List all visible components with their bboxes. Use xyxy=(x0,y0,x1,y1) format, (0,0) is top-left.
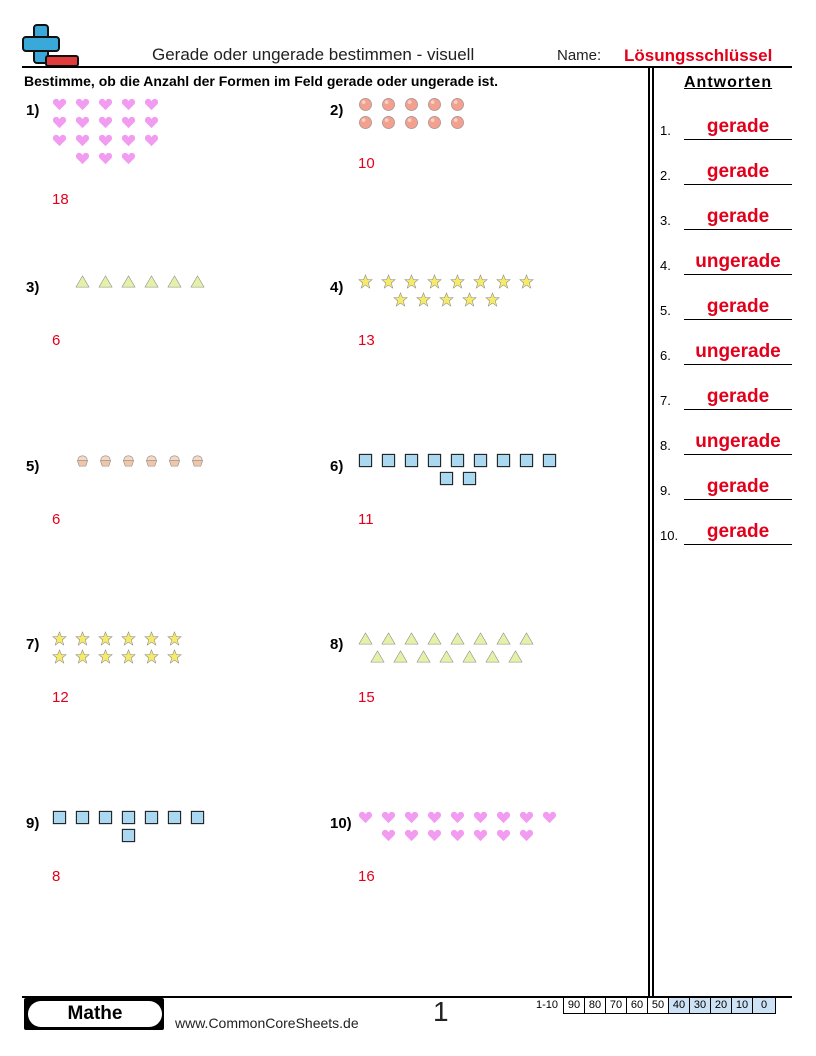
star-icon xyxy=(450,274,465,290)
problem-answer: 10 xyxy=(358,155,375,172)
star-icon xyxy=(404,274,419,290)
triangle-icon xyxy=(496,631,511,647)
answer-row xyxy=(660,425,792,455)
header-divider xyxy=(22,66,792,68)
star-icon xyxy=(167,631,182,647)
answer-row xyxy=(660,335,792,365)
shape-row xyxy=(358,453,557,469)
answer-line xyxy=(684,409,792,410)
heart-icon xyxy=(519,810,534,826)
subject-label: Mathe xyxy=(28,1001,162,1027)
problem-answer: 8 xyxy=(52,868,61,885)
triangle-icon xyxy=(167,274,182,290)
problem-number: 7) xyxy=(26,636,40,653)
answer-line xyxy=(684,184,792,185)
square-icon xyxy=(190,810,205,826)
score-table xyxy=(530,997,776,1014)
shape-row xyxy=(370,649,523,665)
answer-number: 3. xyxy=(660,213,671,228)
square-icon xyxy=(542,453,557,469)
shape-row xyxy=(75,151,136,167)
star-icon xyxy=(121,631,136,647)
problem-4 xyxy=(330,274,610,424)
heart-icon xyxy=(427,810,442,826)
shape-row xyxy=(381,828,534,844)
triangle-icon xyxy=(485,649,500,665)
triangle-icon xyxy=(358,631,373,647)
instructions: Bestimme, ob die Anzahl der Formen im Feld gerade oder ungerade ist. xyxy=(24,73,499,89)
triangle-icon xyxy=(393,649,408,665)
circle-icon xyxy=(404,115,419,131)
heart-icon xyxy=(450,828,465,844)
answer-row xyxy=(660,200,792,230)
problem-answer: 16 xyxy=(358,868,375,885)
answer-value: gerade xyxy=(706,206,770,227)
circle-icon xyxy=(381,115,396,131)
square-icon xyxy=(519,453,534,469)
heart-icon xyxy=(52,97,67,113)
shape-row xyxy=(439,471,477,487)
problem-10 xyxy=(330,810,610,960)
triangle-icon xyxy=(462,649,477,665)
answer-line xyxy=(684,319,792,320)
square-icon xyxy=(75,810,90,826)
answer-row xyxy=(660,155,792,185)
answer-row xyxy=(660,380,792,410)
heart-icon xyxy=(496,810,511,826)
name-label: Name: xyxy=(557,47,602,64)
star-icon xyxy=(52,631,67,647)
star-icon xyxy=(462,292,477,308)
score-cell: 20 xyxy=(710,997,732,1014)
score-cell: 10 xyxy=(731,997,753,1014)
heart-icon xyxy=(144,97,159,113)
square-icon xyxy=(462,471,477,487)
answer-row xyxy=(660,290,792,320)
shape-row xyxy=(52,133,159,149)
heart-icon xyxy=(519,828,534,844)
square-icon xyxy=(496,453,511,469)
square-icon xyxy=(52,810,67,826)
heart-icon xyxy=(450,810,465,826)
answer-number: 9. xyxy=(660,483,671,498)
answer-number: 2. xyxy=(660,168,671,183)
column-divider xyxy=(652,66,654,996)
answer-row xyxy=(660,470,792,500)
answer-line xyxy=(684,499,792,500)
answer-number: 7. xyxy=(660,393,671,408)
square-icon xyxy=(450,453,465,469)
problem-1 xyxy=(26,97,306,247)
answer-value: ungerade xyxy=(695,341,781,362)
score-cell: 30 xyxy=(689,997,711,1014)
answer-line xyxy=(684,229,792,230)
problem-number: 6) xyxy=(330,458,344,475)
answer-value: ungerade xyxy=(695,251,781,272)
problem-5 xyxy=(26,453,306,603)
star-icon xyxy=(75,649,90,665)
answer-line xyxy=(684,139,792,140)
square-icon xyxy=(439,471,454,487)
worksheet-title: Gerade oder ungerade bestimmen - visuell xyxy=(152,45,475,64)
answer-line xyxy=(684,274,792,275)
square-icon xyxy=(121,810,136,826)
problem-number: 9) xyxy=(26,815,40,832)
heart-icon xyxy=(381,828,396,844)
triangle-icon xyxy=(416,649,431,665)
problem-number: 8) xyxy=(330,636,344,653)
square-icon xyxy=(381,453,396,469)
heart-icon xyxy=(358,810,373,826)
answer-number: 5. xyxy=(660,303,671,318)
heart-icon xyxy=(427,828,442,844)
column-divider xyxy=(648,66,650,996)
cupcake-icon xyxy=(144,453,159,469)
problem-number: 4) xyxy=(330,279,344,296)
circle-icon xyxy=(358,115,373,131)
triangle-icon xyxy=(370,649,385,665)
triangle-icon xyxy=(473,631,488,647)
triangle-icon xyxy=(450,631,465,647)
star-icon xyxy=(393,292,408,308)
heart-icon xyxy=(404,810,419,826)
star-icon xyxy=(121,649,136,665)
answer-row xyxy=(660,110,792,140)
star-icon xyxy=(473,274,488,290)
triangle-icon xyxy=(427,631,442,647)
cupcake-icon xyxy=(121,453,136,469)
shape-row xyxy=(121,828,136,844)
answer-row xyxy=(660,515,792,545)
problem-2 xyxy=(330,97,610,247)
triangle-icon xyxy=(75,274,90,290)
problem-answer: 18 xyxy=(52,191,69,208)
heart-icon xyxy=(121,151,136,167)
triangle-icon xyxy=(404,631,419,647)
heart-icon xyxy=(75,133,90,149)
answer-value: gerade xyxy=(706,161,770,182)
score-cell: 80 xyxy=(584,997,606,1014)
score-cell: 90 xyxy=(563,997,585,1014)
score-cell: 0 xyxy=(752,997,776,1014)
shape-row xyxy=(52,649,182,665)
heart-icon xyxy=(473,828,488,844)
problem-number: 2) xyxy=(330,102,344,119)
shape-row xyxy=(358,274,534,290)
problem-7 xyxy=(26,631,306,781)
answer-number: 10. xyxy=(660,528,679,543)
heart-icon xyxy=(121,115,136,131)
heart-icon xyxy=(75,97,90,113)
heart-icon xyxy=(52,115,67,131)
triangle-icon xyxy=(381,631,396,647)
circle-icon xyxy=(404,97,419,113)
answer-number: 6. xyxy=(660,348,671,363)
circle-icon xyxy=(427,115,442,131)
shape-row xyxy=(358,97,465,113)
square-icon xyxy=(404,453,419,469)
problem-6 xyxy=(330,453,610,603)
square-icon xyxy=(473,453,488,469)
answer-value: ungerade xyxy=(695,431,781,452)
star-icon xyxy=(52,649,67,665)
heart-icon xyxy=(121,133,136,149)
triangle-icon xyxy=(144,274,159,290)
shape-row xyxy=(52,810,205,826)
answer-row xyxy=(660,245,792,275)
star-icon xyxy=(416,292,431,308)
subject-badge xyxy=(24,998,164,1030)
answer-number: 4. xyxy=(660,258,671,273)
heart-icon xyxy=(404,828,419,844)
answer-key-label: Lösungsschlüssel xyxy=(624,46,773,65)
square-icon xyxy=(144,810,159,826)
answer-line xyxy=(684,364,792,365)
shape-row xyxy=(393,292,500,308)
triangle-icon xyxy=(508,649,523,665)
circle-icon xyxy=(450,97,465,113)
problem-9 xyxy=(26,810,306,960)
shape-row xyxy=(52,97,159,113)
answer-number: 1. xyxy=(660,123,671,138)
cupcake-icon xyxy=(98,453,113,469)
heart-icon xyxy=(75,151,90,167)
star-icon xyxy=(427,274,442,290)
problem-answer: 6 xyxy=(52,511,61,528)
problem-3 xyxy=(26,274,306,424)
score-cell: 70 xyxy=(605,997,627,1014)
star-icon xyxy=(144,631,159,647)
circle-icon xyxy=(427,97,442,113)
square-icon xyxy=(358,453,373,469)
answer-value: gerade xyxy=(706,116,770,137)
triangle-icon xyxy=(439,649,454,665)
score-cell: 50 xyxy=(647,997,669,1014)
square-icon xyxy=(427,453,442,469)
star-icon xyxy=(485,292,500,308)
problem-answer: 12 xyxy=(52,689,69,706)
star-icon xyxy=(439,292,454,308)
cupcake-icon xyxy=(75,453,90,469)
answers-heading: Antworten xyxy=(684,74,773,91)
circle-icon xyxy=(450,115,465,131)
problem-8 xyxy=(330,631,610,781)
heart-icon xyxy=(98,115,113,131)
heart-icon xyxy=(542,810,557,826)
heart-icon xyxy=(75,115,90,131)
answer-line xyxy=(684,454,792,455)
square-icon xyxy=(98,810,113,826)
heart-icon xyxy=(144,115,159,131)
shape-row xyxy=(358,810,557,826)
star-icon xyxy=(381,274,396,290)
shape-row xyxy=(52,631,182,647)
triangle-icon xyxy=(98,274,113,290)
logo-icon xyxy=(22,24,80,68)
heart-icon xyxy=(52,133,67,149)
heart-icon xyxy=(496,828,511,844)
star-icon xyxy=(496,274,511,290)
shape-row xyxy=(358,115,465,131)
problem-answer: 13 xyxy=(358,332,375,349)
star-icon xyxy=(167,649,182,665)
square-icon xyxy=(167,810,182,826)
heart-icon xyxy=(473,810,488,826)
heart-icon xyxy=(98,133,113,149)
cupcake-icon xyxy=(167,453,182,469)
answer-line xyxy=(684,544,792,545)
shape-row xyxy=(358,631,534,647)
square-icon xyxy=(121,828,136,844)
heart-icon xyxy=(98,151,113,167)
heart-icon xyxy=(144,133,159,149)
answer-value: gerade xyxy=(706,296,770,317)
star-icon xyxy=(358,274,373,290)
heart-icon xyxy=(98,97,113,113)
triangle-icon xyxy=(190,274,205,290)
star-icon xyxy=(75,631,90,647)
answer-value: gerade xyxy=(706,386,770,407)
shape-row xyxy=(52,115,159,131)
shape-row xyxy=(75,453,205,469)
problem-number: 1) xyxy=(26,102,40,119)
problem-number: 5) xyxy=(26,458,40,475)
cupcake-icon xyxy=(190,453,205,469)
score-label: 1-10 xyxy=(535,999,559,1011)
problem-answer: 6 xyxy=(52,332,61,349)
score-cell: 60 xyxy=(626,997,648,1014)
problem-number: 10) xyxy=(330,815,352,832)
problem-answer: 11 xyxy=(358,511,374,528)
star-icon xyxy=(98,649,113,665)
problem-answer: 15 xyxy=(358,689,375,706)
score-cell: 40 xyxy=(668,997,690,1014)
star-icon xyxy=(144,649,159,665)
shape-row xyxy=(75,274,205,290)
answer-number: 8. xyxy=(660,438,671,453)
circle-icon xyxy=(358,97,373,113)
answer-value: gerade xyxy=(706,476,770,497)
star-icon xyxy=(98,631,113,647)
problem-number: 3) xyxy=(26,279,40,296)
heart-icon xyxy=(381,810,396,826)
answer-value: gerade xyxy=(706,521,770,542)
triangle-icon xyxy=(519,631,534,647)
page-number: 1 xyxy=(433,996,449,1027)
website-url[interactable]: www.CommonCoreSheets.de xyxy=(175,1015,359,1031)
star-icon xyxy=(519,274,534,290)
circle-icon xyxy=(381,97,396,113)
triangle-icon xyxy=(121,274,136,290)
heart-icon xyxy=(121,97,136,113)
